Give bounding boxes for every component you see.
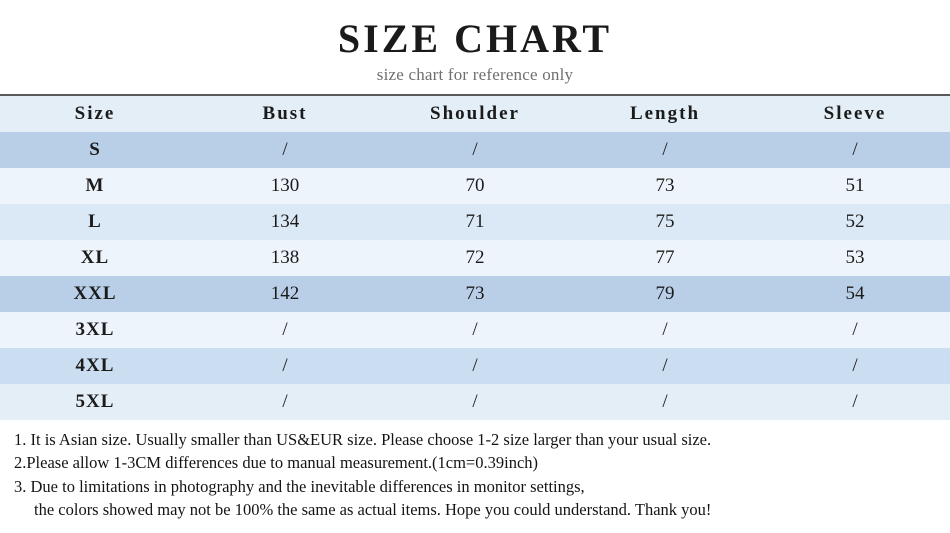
table-header — [0, 96, 950, 132]
cell-bust: 142 — [270, 283, 300, 304]
cell-length: / — [662, 319, 668, 340]
cell-length: 73 — [655, 175, 675, 196]
column-header-bust: Bust — [262, 103, 308, 124]
column-header-shoulder: Shoulder — [430, 103, 520, 124]
cell-size: XXL — [73, 283, 117, 304]
table-row — [0, 384, 950, 420]
cell-sleeve: / — [852, 319, 858, 340]
cell-sleeve: 52 — [845, 211, 865, 232]
table-row — [0, 168, 950, 204]
cell-shoulder: 70 — [465, 175, 485, 196]
cell-bust: 130 — [270, 175, 300, 196]
cell-sleeve: 53 — [845, 247, 865, 268]
cell-sleeve: 54 — [845, 283, 865, 304]
cell-shoulder: / — [472, 355, 478, 376]
page-title: SIZE CHART — [337, 16, 613, 61]
size-chart-table — [0, 96, 950, 420]
cell-shoulder: / — [472, 139, 478, 160]
note-line-3: 3. Due to limitations in photography and the inevitable differences in monitor settings, — [14, 476, 585, 496]
column-header-length: Length — [629, 103, 701, 124]
cell-size: 3XL — [75, 319, 115, 340]
cell-shoulder: 72 — [465, 247, 485, 268]
cell-bust: / — [282, 319, 288, 340]
cell-size: 4XL — [75, 355, 115, 376]
cell-length: / — [662, 139, 668, 160]
note-line-4: the colors showed may not be 100% the same as actual items. Hope you could understand. Thank you! — [34, 500, 712, 520]
cell-bust: 138 — [270, 247, 300, 268]
column-header-sleeve: Sleeve — [823, 103, 887, 124]
cell-length: 79 — [655, 283, 675, 304]
table-body — [0, 132, 950, 420]
table-row — [0, 240, 950, 276]
cell-shoulder: 73 — [465, 283, 485, 304]
cell-bust: / — [282, 139, 288, 160]
cell-length: / — [662, 391, 668, 412]
cell-length: 77 — [655, 247, 675, 268]
cell-length: 75 — [655, 211, 675, 232]
table-row — [0, 204, 950, 240]
cell-size: L — [88, 211, 102, 232]
note-line-2: 2.Please allow 1-3CM differences due to manual measurement.(1cm=0.39inch) — [14, 453, 539, 473]
cell-sleeve: / — [852, 139, 858, 160]
cell-shoulder: 71 — [465, 211, 485, 232]
cell-size: XL — [80, 247, 110, 268]
table-row — [0, 348, 950, 384]
cell-length: / — [662, 355, 668, 376]
table-row — [0, 312, 950, 348]
header — [0, 0, 950, 96]
cell-shoulder: / — [472, 391, 478, 412]
column-header-size: Size — [74, 103, 116, 124]
cell-bust: / — [282, 391, 288, 412]
table-header-row — [0, 96, 950, 132]
cell-sleeve: 51 — [845, 175, 865, 196]
cell-shoulder: / — [472, 319, 478, 340]
page-subtitle: size chart for reference only — [376, 65, 574, 84]
cell-bust: 134 — [270, 211, 300, 232]
cell-size: 5XL — [75, 391, 115, 412]
table-row — [0, 276, 950, 312]
cell-bust: / — [282, 355, 288, 376]
notes-section — [0, 420, 950, 522]
note-line-1: 1. It is Asian size. Usually smaller than US&EUR size. Please choose 1-2 size larger than your usual size. — [14, 430, 712, 449]
cell-size: M — [85, 175, 105, 196]
cell-sleeve: / — [852, 355, 858, 376]
cell-size: S — [89, 139, 101, 160]
cell-sleeve: / — [852, 391, 858, 412]
table-row — [0, 132, 950, 168]
